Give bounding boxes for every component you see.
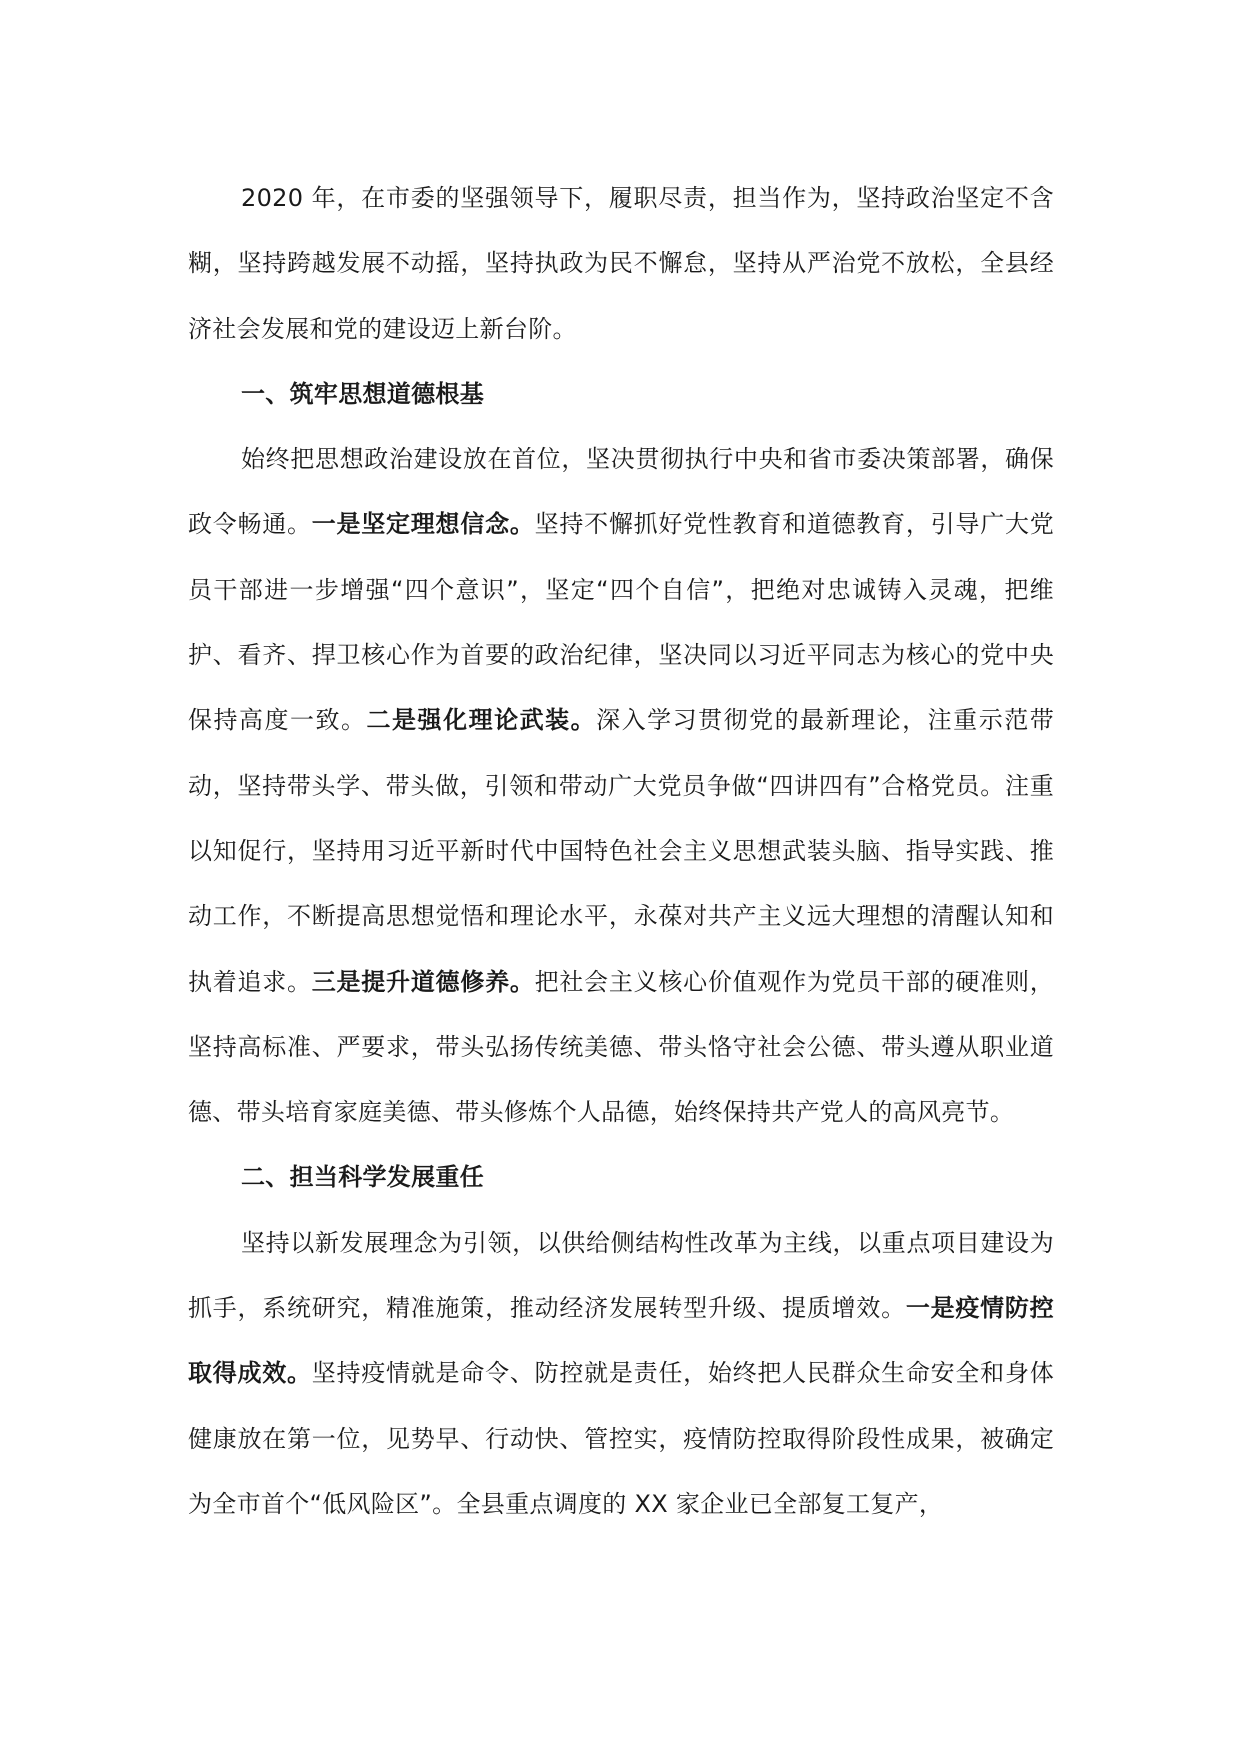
section1-point1-title: 一是坚定理想信念。 <box>311 510 535 539</box>
section1-lead: 始终把思想政治建设放在首位，坚决贯彻执行中央和省市委决策部署，确保政令畅通。 <box>188 445 1054 539</box>
section1-point2-title: 二是强化理论武装。 <box>366 706 597 735</box>
section1-point2-text: 深入学习贯彻党的最新理论，注重示范带动，坚持带头学、带头做，引领和带动广大党员争做“四讲四有”合格党员。注重以知促行，坚持用习近平新时代中国特色社会主义思想武装头脑、指导实践、推动工作，不断提高思想觉悟和理论水平，永葆对共产主义远大理想的清醒认知和执着追求。 <box>188 706 1055 996</box>
section-heading-2: 二、担当科学发展重任 <box>241 1163 484 1192</box>
section1-point3-title: 三是提升道德修养。 <box>311 967 535 996</box>
section1-paragraph <box>188 427 1054 1145</box>
section1-point3-text: 把社会主义核心价值观作为党员干部的硬准则，坚持高标准、严要求，带头弘扬传统美德、带头恪守社会公德、带头遵从职业道德、带头培育家庭美德、带头修炼个人品德，始终保持共产党人的高风亮节。 <box>188 967 1055 1127</box>
section2-lead: 坚持以新发展理念为引领，以供给侧结构性改革为主线，以重点项目建设为抓手，系统研究，精准施策，推动经济发展转型升级、提质增效。 <box>188 1228 1054 1323</box>
intro-text: 2020 年，在市委的坚强领导下，履职尽责，担当作为，坚持政治坚定不含糊，坚持跨越发展不动摇，坚持执政为民不懈怠，坚持从严治党不放松，全县经济社会发展和党的建设迈上新台阶。 <box>188 184 1054 343</box>
section1-point1-text: 坚持不懈抓好党性教育和道德教育，引导广大党员干部进一步增强“四个意识”，坚定“四个自信”，把绝对忠诚铸入灵魂，把维护、看齐、捍卫核心作为首要的政治纪律，坚决同以习近平同志为核心的党中央保持高度一致。 <box>188 510 1055 735</box>
section2-point1-text: 坚持疫情就是命令、防控就是责任，始终把人民群众生命安全和身体健康放在第一位，见势早、行动快、管控实，疫情防控取得阶段性成果，被确定为全市首个“低风险区”。全县重点调度的 XX 家企业已全部复工复产， <box>188 1359 1054 1518</box>
section-heading-1: 一、筑牢思想道德根基 <box>241 379 484 408</box>
section2-paragraph <box>188 1211 1054 1537</box>
document-body <box>188 166 1054 1537</box>
section2-point1-title: 一是疫情防控取得成效。 <box>188 1294 1054 1388</box>
intro-paragraph <box>188 166 1054 362</box>
